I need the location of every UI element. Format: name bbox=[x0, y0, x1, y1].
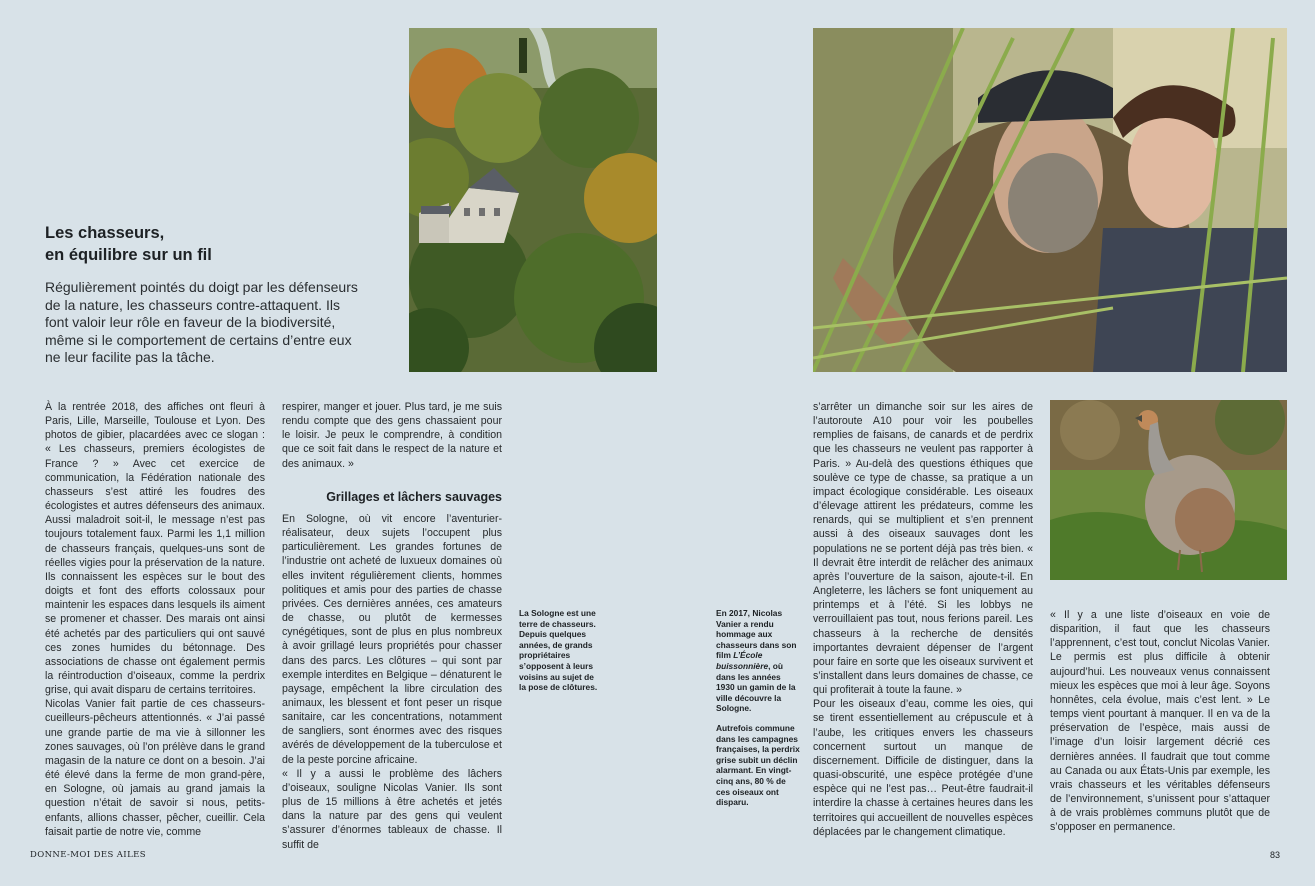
article-title-line2: en équilibre sur un fil bbox=[45, 246, 212, 264]
paragraph: Nicolas Vanier fait partie de ces chasseurs-cueilleurs-pêcheurs attentionnés. « J’ai passé une grande partie de ma vie à sillonner les zones sauvages, où l’on prélève dans le grand magasin de la nature ce dont on a besoin. J’ai été élevé dans la ferme de mon grand-père, en Sologne, où jamais au grand jamais la question n’était de savoir si nous, petits-enfants, allions chasser, pêcher, cueillir. Cela faisait partie de notre vie, comme bbox=[45, 698, 265, 838]
film-title: L’École buissonnière bbox=[716, 650, 769, 671]
text-column-2 bbox=[282, 400, 502, 852]
caption-film: En 2017, Nicolas Vanier a rendu hommage aux chasseurs dans son film L’École buissonnière, où dans les années 1930 un gamin de la ville découvre la Sologne. bbox=[716, 608, 797, 714]
text-column-3 bbox=[813, 400, 1033, 839]
caption-film-and-partridge bbox=[716, 608, 800, 817]
article-title bbox=[45, 222, 365, 266]
caption-text: La Sologne est une terre de chasseurs. Depuis quelques années, de grands propriétaires s’opposent à leurs voisins au sujet de la pose de clôtures. bbox=[519, 608, 598, 693]
film-still-photo bbox=[813, 28, 1287, 372]
section-subheading: Grillages et lâchers sauvages bbox=[326, 489, 502, 504]
caption-sologne bbox=[519, 608, 601, 702]
partridge-photo bbox=[1050, 400, 1287, 580]
paragraph: En Sologne, où vit encore l’aventurier-réalisateur, deux sujets l’occupent plus particulièrement. Les grandes fortunes de l’industrie ont acheté de luxueux domaines où elles invitent régulièrement clients, hommes politiques et amis pour des parties de chasse privées. Ces dernières années, ces amateurs de chasse, ou plutôt de kermesses cynégétiques, sont de plus en plus nombreux à avoir grillagé leurs propriétés pour chasser dans des parcs. Les clôtures – qui sont par exemple interdites en Belgique – dénaturent le paysage, empêchent la libre circulation des animaux, les blessent et font peser un risque sanitaire, car les concentrations, notamment de sangliers, sont énormes avec des risques avérés de développement de la tuberculose et de la peste porcine africaine. bbox=[282, 512, 502, 766]
paragraph: respirer, manger et jouer. Plus tard, je me suis rendu compte que des gens chassaient pour le loisir. Je peux le comprendre, à condition que ce soit fait dans le respect de la nature et des animaux. » bbox=[282, 401, 502, 470]
page-number: 83 bbox=[1270, 850, 1281, 860]
text-column-1 bbox=[45, 400, 265, 839]
magazine-name: DONNE-MOI DES AILES bbox=[30, 850, 146, 860]
article-intro: Régulièrement pointés du doigt par les défenseurs de la nature, les chasseurs contre-attaquent. Ils font valoir leur rôle en faveur de la biodiversité, même si le comportement de certains d’entre eux ne leur facilite pas la tâche. bbox=[45, 279, 358, 365]
paragraph: s’arrêter un dimanche soir sur les aires de l’autoroute A10 pour voir les poubelles remplies de faisans, de canards et de perdrix que les chasseurs ne veulent pas rapporter à Paris. » Au-delà des questions éthiques que soulève ce type de chasse, sa pratique a un impact écologique considérable. Les oiseaux d’élevage attirent les prédateurs, comme les renards, qui se multiplient et s’en prennent aussi à des oiseaux sauvages dont les populations ne se portent déjà pas très bien. « Il devrait être interdit de relâcher des animaux après l’ouverture de la saison, ajoute-t-il. En Angleterre, les lâchers se font uniquement au printemps et à l’été. Si les lobbys ne verrouillaient pas tout, nous ferions pareil. Les chasseurs à la recherche de densités importantes devraient dépenser de l’argent pour faire en sorte que les oiseaux survivent et s’installent dans leurs domaines de chasse, ce qui profiterait à toute la faune. » bbox=[813, 401, 1033, 697]
paragraph: À la rentrée 2018, des affiches ont fleuri à Paris, Lille, Marseille, Toulouse et Lyon. Des photos de gibier, placardées avec ce slogan : « Les chasseurs, premiers écologistes de France ? » Avec cet exercice de communication, la Fédération nationale des chasseurs s’est attiré les foudres des écologistes et autres défenseurs des animaux. Aussi maladroit soit-il, le message n’est pas toujours totalement faux. Parmi les 1,1 million de chasseurs français, quelques-uns sont de réelles vigies pour la préservation de la nature. Ils connaissent les espèces sur le bout des doigts et font des efforts colossaux pour maintenir les espaces dans lesquels ils aiment se promener et chasser. Des marais ont ainsi été achetés par des particuliers qui ont sauvé ces zones humides du bétonnage. Des associations de chasse ont également permis la réintroduction d’oiseaux, comme la perdrix grise, qui avait disparu de certains territoires. bbox=[45, 401, 265, 697]
caption-partridge: Autrefois commune dans les campagnes françaises, la perdrix grise subit un déclin alarmant. En vingt-cinq ans, 80 % de ces oiseaux ont disparu. bbox=[716, 722, 800, 808]
text-column-4 bbox=[1050, 608, 1270, 835]
paragraph: « Il y a aussi le problème des lâchers d’oiseaux, souligne Nicolas Vanier. Ils sont plus de 15 millions à être achetés et jetés dans la nature par des gens qui veulent s’assurer d’énormes tableaux de chasse. Il suffit de bbox=[282, 767, 502, 851]
article-title-line1: Les chasseurs, bbox=[45, 224, 165, 242]
chateau-aerial-photo bbox=[409, 28, 657, 372]
paragraph: « Il y a une liste d’oiseaux en voie de disparition, il faut que les chasseurs l’apprennent, c’est tout, conclut Nicolas Vanier. Le permis est plus difficile à obtenir aujourd’hui. Les nouveaux venus connaissent mieux les espèces que moi à leur âge. Soyons honnêtes, cela évolue, mais c’est lent. » Le temps vient pourtant à manquer. Il en va de la préservation de l’espèce, mais aussi de l’image d’un loisir largement décrié ces dernières années. Il faudrait que tout comme au Canada ou aux États-Unis par exemple, les vrais chasseurs et les véritables défenseurs de l’environnement, s’unissent pour s’attaquer à de vrais problèmes communs plutôt que de s’opposer en permanence. bbox=[1050, 609, 1270, 834]
paragraph: Pour les oiseaux d’eau, comme les oies, qui se tirent essentiellement au crépuscule et à l’aube, les critiques envers les chasseurs concernent surtout un manque de discernement. Difficile de distinguer, dans la quasi-obscurité, une espèce protégée d’une espèce qui ne l’est pas… Peut-être faudrait-il interdire la chasse à certaines heures dans les territoires qui accueillent de nouvelles espèces déplacées par le changement climatique. bbox=[813, 698, 1033, 838]
